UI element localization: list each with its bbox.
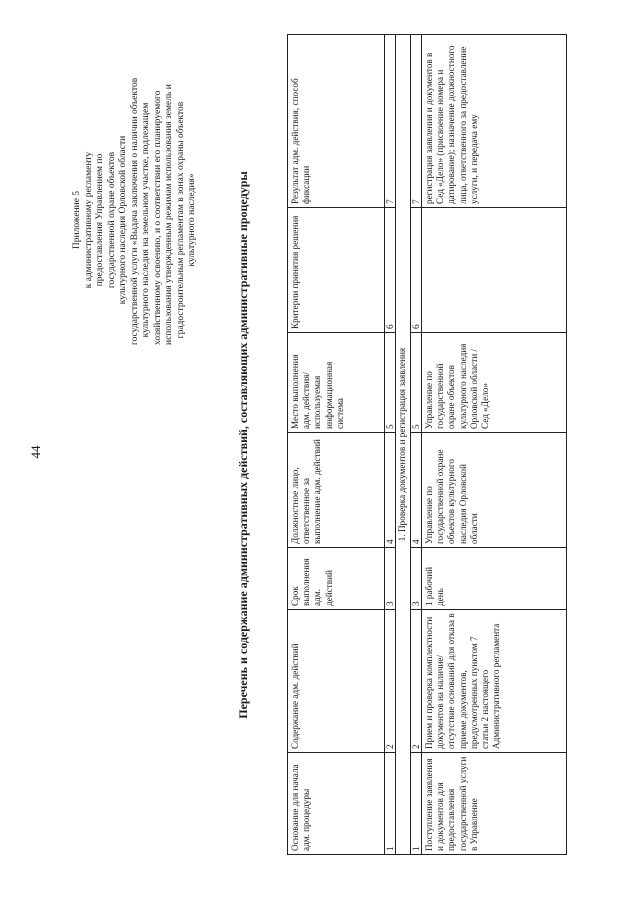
column-number: 3	[385, 548, 396, 610]
header-term: Срок выполнения адм. действий	[288, 548, 385, 610]
table-header-row	[288, 35, 385, 855]
header-responsible: Должностное лицо, ответственное за выполнение адм. действий	[288, 433, 385, 548]
header-basis: Основание для начала адм. процедуры	[288, 753, 385, 855]
column-number: 4	[385, 433, 396, 548]
cell-term: 1 рабочий день	[422, 548, 567, 610]
cell-result: регистрация заявления и документов в Сед «Дело» (присвоение номера и датирование); назначение должностного лица, ответственного за предоставление услуги, и передача ему	[422, 35, 567, 208]
appendix-line: государственной услуги «Выдача заключения о наличии объектов	[129, 77, 140, 345]
appendix-line: предоставления Управлением по	[95, 153, 105, 287]
section-title: 1. Проверка документов и регистрация заявления	[396, 35, 411, 855]
cell-criteria	[422, 208, 567, 333]
table-row	[422, 35, 567, 855]
header-place: Место выполнения адм. действия/ используемая информационная система	[288, 333, 385, 433]
column-number: 4	[411, 433, 422, 548]
column-number: 5	[411, 333, 422, 433]
appendix-line: культурного наследия Орловской области	[118, 135, 128, 305]
column-number: 6	[411, 208, 422, 333]
column-number-row	[385, 35, 396, 855]
header-content: Содержание адм. действий	[288, 610, 385, 753]
section-row	[396, 35, 411, 855]
column-number: 1	[411, 753, 422, 855]
appendix-line: использования утвержденным режимам использования земель и	[164, 84, 174, 345]
appendix-line: к административному регламенту	[83, 151, 94, 289]
column-number: 7	[385, 35, 396, 208]
cell-basis: Поступление заявления и документов для предоставления государственной услуги в Управление	[422, 753, 567, 855]
column-number: 1	[385, 753, 396, 855]
column-number: 5	[385, 333, 396, 433]
appendix-header	[72, 77, 199, 345]
column-number: 2	[385, 610, 396, 753]
column-number: 2	[411, 610, 422, 753]
cell-responsible: Управление по государственной охране объектов культурного наследия Орловской области	[422, 433, 567, 548]
page-number: 44	[28, 445, 43, 459]
appendix-line: Приложение 5	[72, 190, 82, 250]
procedures-table	[287, 34, 567, 855]
appendix-line: государственной охране объектов	[106, 151, 117, 289]
appendix-line: культурного наследия»	[187, 173, 197, 267]
appendix-line: хозяйственному освоению, и о соответствии его планируемого	[152, 90, 163, 345]
column-number: 6	[385, 208, 396, 333]
column-number: 7	[411, 35, 422, 208]
column-number: 3	[411, 548, 422, 610]
column-number-row	[411, 35, 422, 855]
document-title: Перечень и содержание административных действий, составляющих административные процедуры	[236, 171, 250, 719]
cell-content: Прием и проверка комплектности документов на наличие/отсутствие оснований для отказа в приеме документов, предусмотренных пунктом 7 статьи 2 настоящего Административного регламента	[422, 610, 567, 753]
appendix-line: культурного наследия на земельном участке, подлежащем	[141, 102, 151, 338]
appendix-line: градостроительным регламентам в зонах охраны объектов	[175, 101, 186, 339]
header-result: Результат адм. действия, способ фиксации	[288, 35, 385, 208]
cell-place: Управление по государственной охране объектов культурного наследия Орловской области / Сед «Дело»	[422, 333, 567, 433]
header-criteria: Критерии принятия решения	[288, 208, 385, 333]
